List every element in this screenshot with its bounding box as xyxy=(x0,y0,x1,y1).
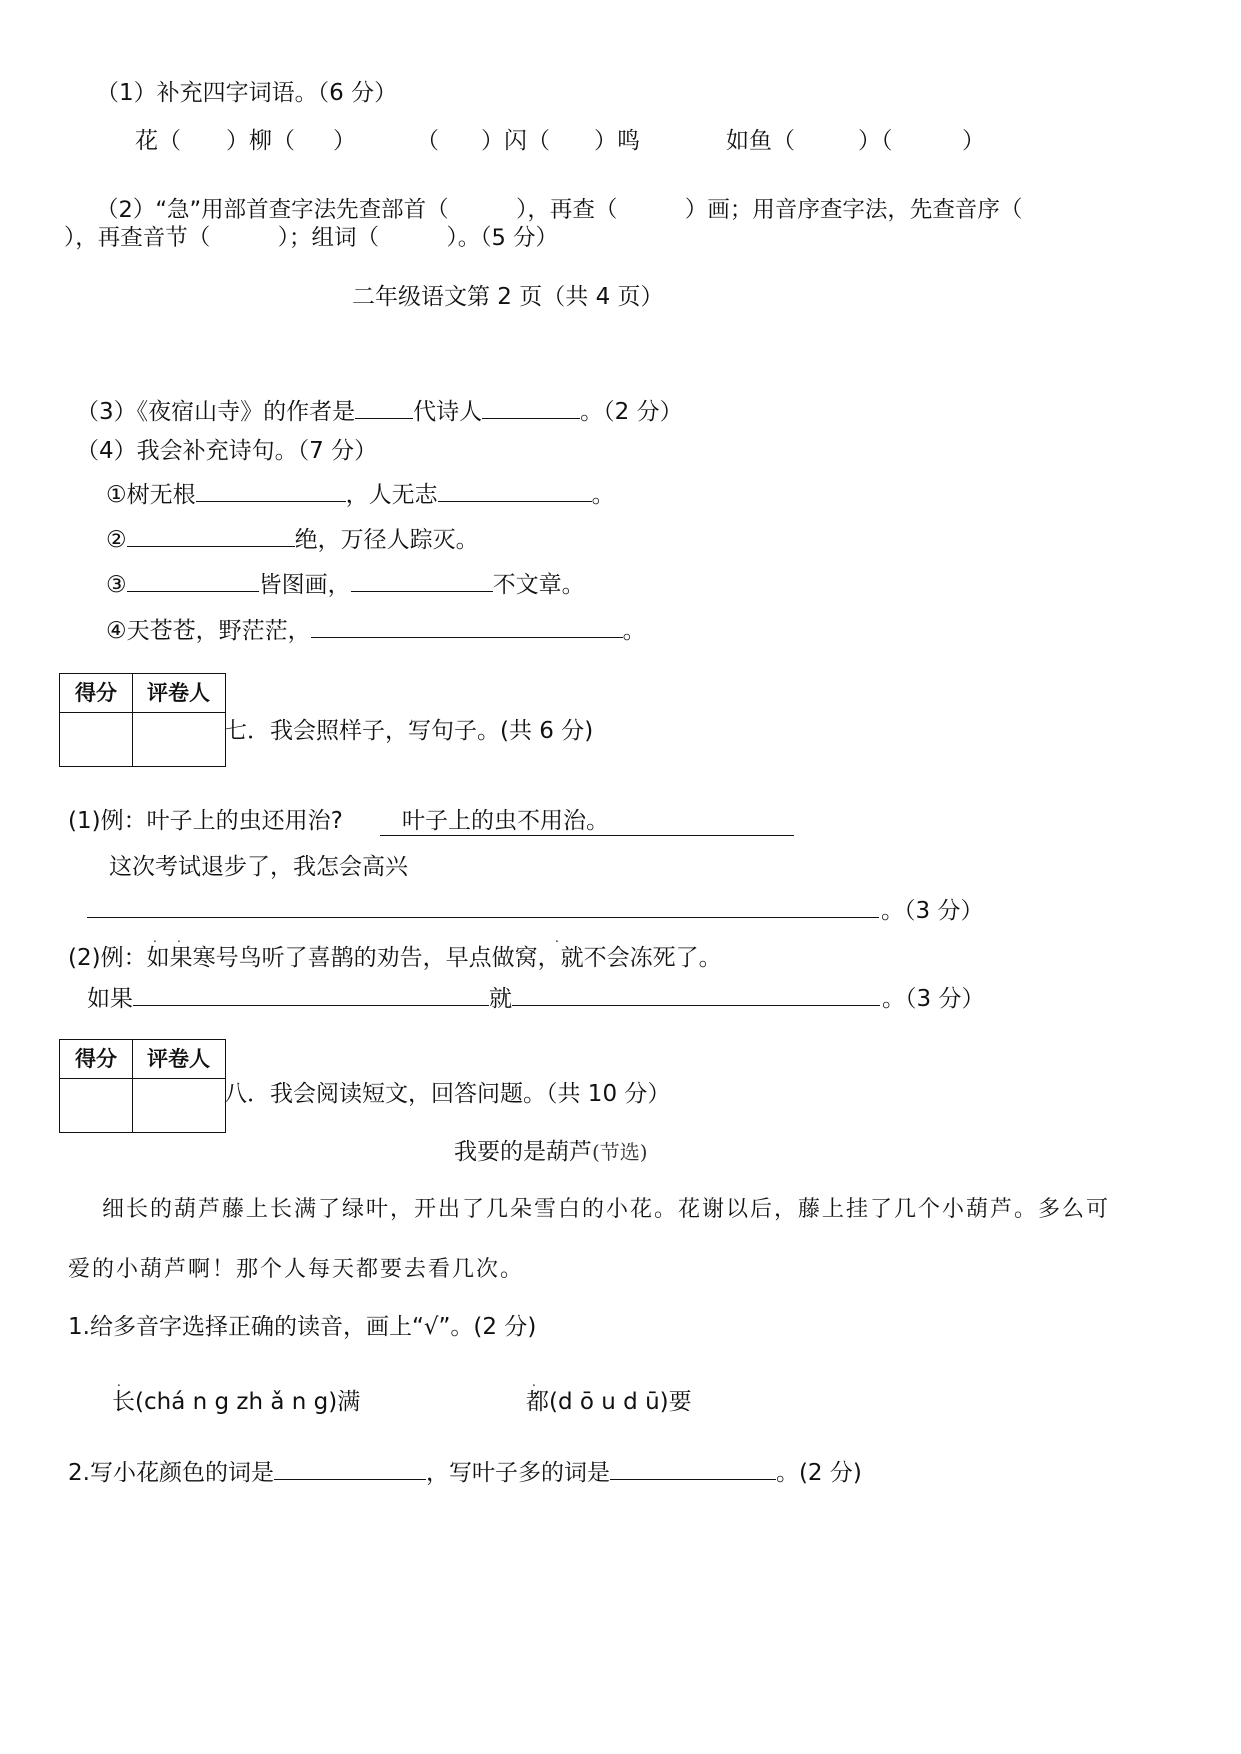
q1-word-1b: ）柳（ xyxy=(226,128,295,154)
score-cell[interactable] xyxy=(60,713,132,766)
blank-poem-3a[interactable] xyxy=(127,590,259,592)
blank-poem-2[interactable] xyxy=(127,545,295,547)
score-box-section-7 xyxy=(59,673,226,767)
grader-header: 评卷人 xyxy=(147,680,210,705)
ex1-answer-text: 叶子上的虫不用治。 xyxy=(402,808,609,834)
q1-word-3b: ）（ xyxy=(858,128,893,154)
page-footer: 二年级语文第 2 页（共 4 页） xyxy=(352,284,664,310)
blank-poem-4[interactable] xyxy=(311,636,623,638)
blank-poet[interactable] xyxy=(482,417,580,419)
poem-line-4 xyxy=(106,620,646,643)
q1-word-3c: ） xyxy=(962,128,985,154)
grader-header: 评卷人 xyxy=(147,1046,210,1071)
q1-word-2b: ）闪（ xyxy=(481,128,550,154)
ex1-label: (1)例：叶子上的虫还用治? xyxy=(68,808,343,834)
passage-para-1: 细长的葫芦藤上长满了绿叶，开出了几朵雪白的小花。花谢以后，藤上挂了几个小葫芦。多么可 xyxy=(102,1197,1111,1222)
score-header: 得分 xyxy=(75,680,117,705)
q3-line xyxy=(76,401,683,424)
reading-q1-option-b: 都(d ō u d ū)要 xyxy=(526,1389,692,1415)
ex1-prompt: 这次考试退步了，我怎会高兴 xyxy=(109,854,408,880)
q3-text-b: 代诗人 xyxy=(413,399,483,425)
poem-1b: ，人无志 xyxy=(345,482,438,508)
q1-word-3a: 如鱼（ xyxy=(726,128,795,154)
blank-poem-1a[interactable] xyxy=(196,500,346,502)
q4-title: （4）我会补充诗句。（7 分） xyxy=(76,438,378,464)
poem-4b: 。 xyxy=(622,618,646,644)
ex2-if: 如果 xyxy=(87,986,133,1012)
passage-title xyxy=(454,1141,648,1164)
section-7-heading: 七．我会照样子，写句子。(共 6 分) xyxy=(224,718,594,744)
blank-dynasty[interactable] xyxy=(355,417,413,419)
score-header: 得分 xyxy=(75,1046,117,1071)
ex2-score: 。（3 分） xyxy=(882,986,985,1012)
ex2-then: 就 xyxy=(489,986,512,1012)
section-8-heading: 八．我会阅读短文，回答问题。（共 10 分） xyxy=(224,1081,671,1107)
poem-3b: 皆图画， xyxy=(258,572,351,598)
q3-text-c: 。（2 分） xyxy=(580,399,683,425)
poem-1c: 。 xyxy=(591,482,615,508)
grader-cell[interactable] xyxy=(133,1079,225,1132)
reading-q1-option-a: 长(chá n g zh ǎ n g)满 xyxy=(112,1389,361,1415)
blank-leaves-many[interactable] xyxy=(610,1478,776,1480)
ex2-label: (2)例：如果寒号鸟听了喜鹊的劝告，早点做窝，就不会冻死了。 xyxy=(68,945,722,971)
q1-word-1c: ） xyxy=(333,128,356,154)
passage-para-2: 爱的小葫芦啊！那个人每天都要去看几次。 xyxy=(68,1257,525,1282)
ex1-answer xyxy=(380,810,794,836)
poem-line-1 xyxy=(106,484,615,507)
q2-line-2: ），再查音节（ ）；组词（ ）。（5 分） xyxy=(64,225,558,251)
reading-q2-c: 。(2 分) xyxy=(775,1460,862,1486)
q2-line-1: （2）“急”用部首查字法先查部首（ ），再查（ ）画；用音序查字法，先查音序（ xyxy=(96,197,1023,223)
passage-title-note: (节选) xyxy=(592,1140,648,1164)
poem-3a: ③ xyxy=(106,572,127,598)
poem-2b: 绝，万径人踪灭。 xyxy=(294,527,479,553)
poem-line-3 xyxy=(106,574,585,597)
poem-1a: ①树无根 xyxy=(106,482,196,508)
q1-title: （1）补充四字词语。（6 分） xyxy=(96,80,398,106)
ex1-answer-line xyxy=(87,900,983,923)
blank-poem-3b[interactable] xyxy=(351,590,493,592)
ex1-score: 。（3 分） xyxy=(881,898,984,924)
score-box-section-8 xyxy=(59,1039,226,1133)
reading-q2-a: 2.写小花颜色的词是 xyxy=(68,1460,274,1486)
reading-q2-b: ，写叶子多的词是 xyxy=(425,1460,610,1486)
poem-3c: 不文章。 xyxy=(492,572,585,598)
ex2-answer-line xyxy=(87,988,984,1011)
q1-word-1a: 花（ xyxy=(135,128,181,154)
score-cell[interactable] xyxy=(60,1079,132,1132)
poem-4a: ④天苍苍，野茫茫， xyxy=(106,618,311,644)
blank-ex2-then[interactable] xyxy=(512,1004,880,1006)
q3-text-a: （3）《夜宿山寺》的作者是 xyxy=(76,399,356,425)
q1-word-2a: （ xyxy=(416,128,439,154)
passage-title-text: 我要的是葫芦 xyxy=(454,1139,592,1165)
blank-flower-color[interactable] xyxy=(274,1478,426,1480)
reading-q1: 1.给多音字选择正确的读音，画上“√”。(2 分) xyxy=(68,1314,537,1340)
grader-cell[interactable] xyxy=(133,713,225,766)
reading-q2 xyxy=(68,1462,862,1485)
blank-ex2-if[interactable] xyxy=(133,1004,489,1006)
poem-line-2 xyxy=(106,529,479,552)
blank-ex1[interactable] xyxy=(87,916,879,918)
poem-2a: ② xyxy=(106,527,127,553)
q1-word-2c: ）鸣 xyxy=(594,128,640,154)
blank-poem-1b[interactable] xyxy=(438,500,592,502)
